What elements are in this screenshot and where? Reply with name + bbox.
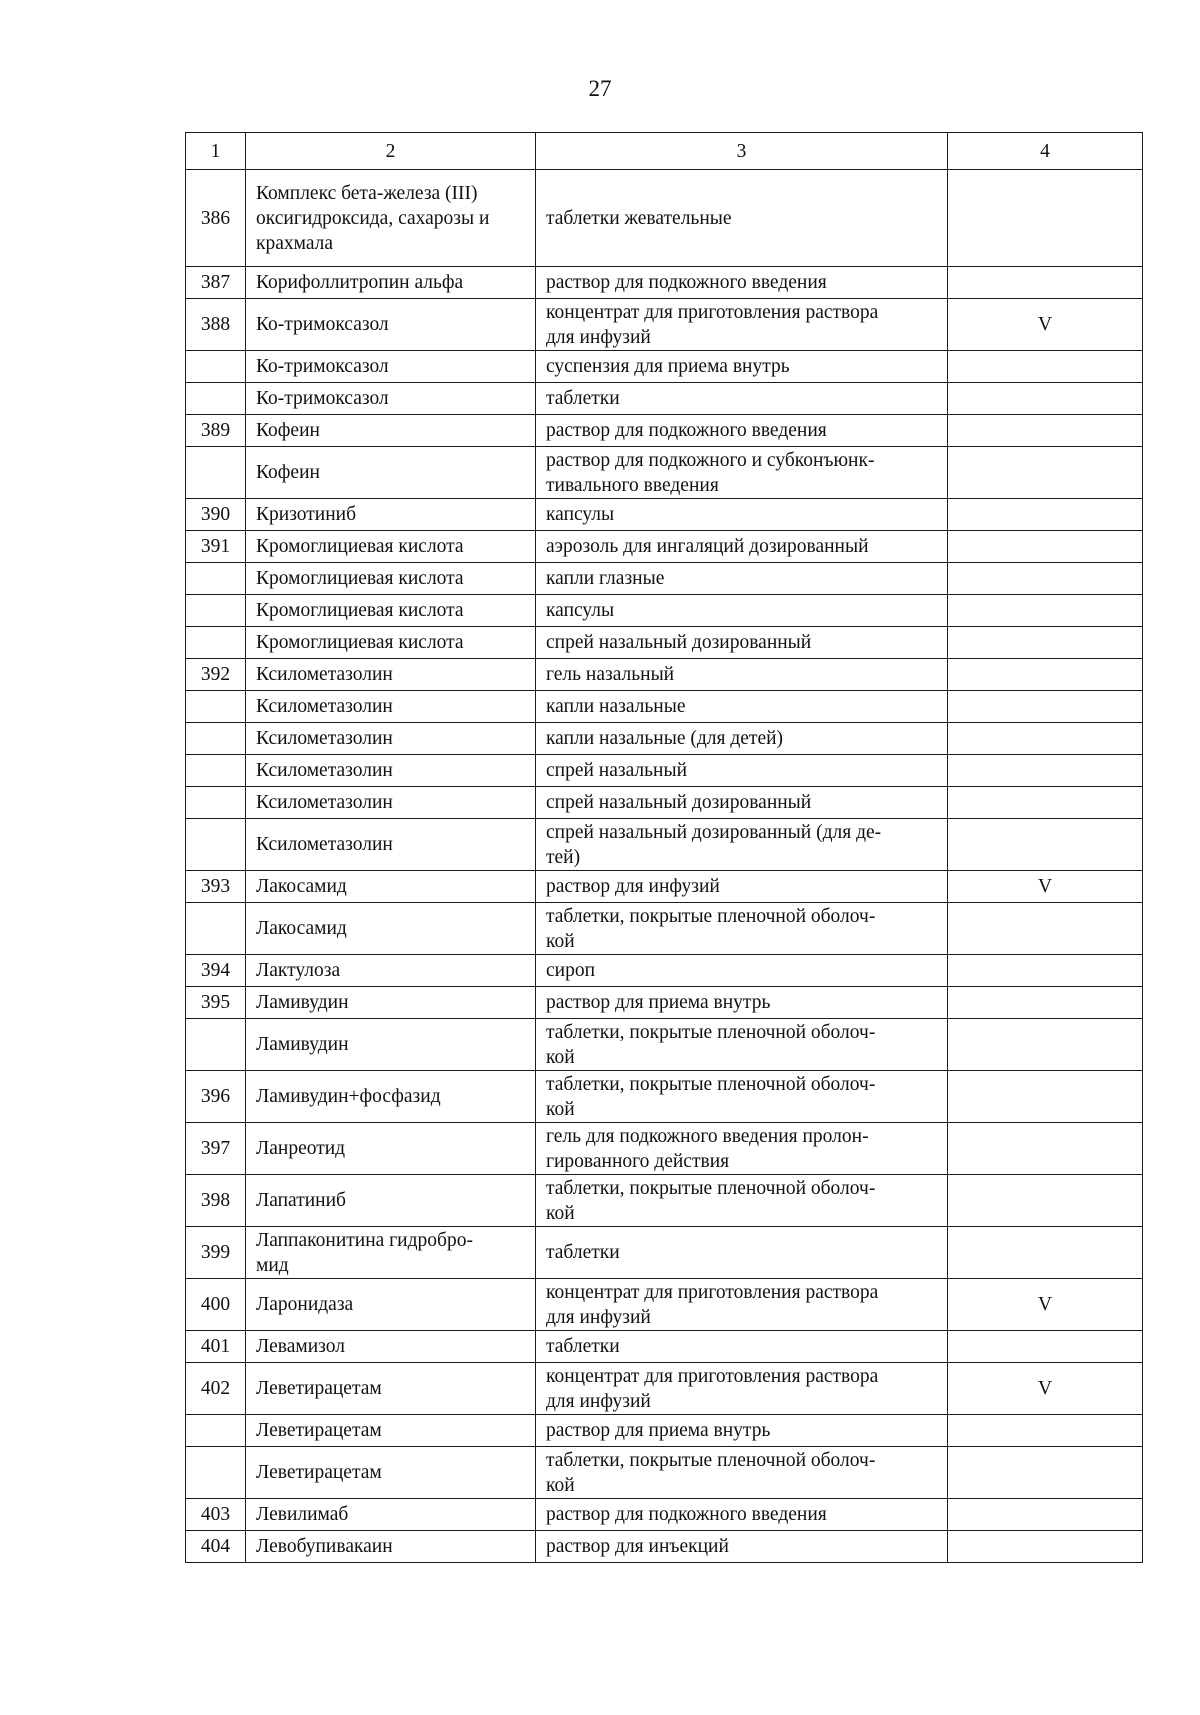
drug-name: Кромоглициевая кислота (246, 563, 536, 595)
column-header-2: 2 (246, 133, 536, 170)
dosage-form: таблетки (536, 1331, 948, 1363)
drug-name: Ланреотид (246, 1123, 536, 1175)
drug-name: Левилимаб (246, 1499, 536, 1531)
mark-cell (948, 1175, 1143, 1227)
table-row (186, 170, 1143, 267)
dosage-form: таблетки, покрытые пленочной оболоч- кой (536, 1071, 948, 1123)
dosage-form: раствор для подкожного и субконъюнк- тивального введения (536, 447, 948, 499)
row-number: 390 (186, 499, 246, 531)
dosage-form: раствор для приема внутрь (536, 1415, 948, 1447)
drug-name: Ламивудин (246, 987, 536, 1019)
table-row (186, 1175, 1143, 1227)
row-number (186, 383, 246, 415)
drug-name: Кризотиниб (246, 499, 536, 531)
mark-cell (948, 1071, 1143, 1123)
mark-cell (948, 499, 1143, 531)
row-number: 398 (186, 1175, 246, 1227)
drug-name: Ксилометазолин (246, 659, 536, 691)
column-header-4: 4 (948, 133, 1143, 170)
column-header-1: 1 (186, 133, 246, 170)
row-number: 404 (186, 1531, 246, 1563)
header-row (186, 133, 1143, 170)
drug-name: Ксилометазолин (246, 691, 536, 723)
table-row (186, 987, 1143, 1019)
drug-name: Ко-тримоксазол (246, 299, 536, 351)
table-row (186, 787, 1143, 819)
row-number: 386 (186, 170, 246, 267)
drug-name: Лакосамид (246, 871, 536, 903)
row-number (186, 627, 246, 659)
mark-cell (948, 1531, 1143, 1563)
mark-cell (948, 819, 1143, 871)
mark-cell (948, 723, 1143, 755)
dosage-form: гель для подкожного введения пролон- гированного действия (536, 1123, 948, 1175)
dosage-form: раствор для инфузий (536, 871, 948, 903)
mark-cell (948, 447, 1143, 499)
drug-name: Корифоллитропин альфа (246, 267, 536, 299)
mark-cell (948, 1447, 1143, 1499)
row-number: 401 (186, 1331, 246, 1363)
table-row (186, 1331, 1143, 1363)
mark-cell (948, 1331, 1143, 1363)
dosage-form: раствор для подкожного введения (536, 415, 948, 447)
drug-name: Ксилометазолин (246, 819, 536, 871)
row-number (186, 819, 246, 871)
dosage-form: капсулы (536, 595, 948, 627)
table-row (186, 383, 1143, 415)
row-number (186, 723, 246, 755)
drug-name: Кромоглициевая кислота (246, 531, 536, 563)
dosage-form: аэрозоль для ингаляций дозированный (536, 531, 948, 563)
table-row (186, 723, 1143, 755)
table-row (186, 531, 1143, 563)
drug-table (185, 132, 1143, 1563)
mark-cell (948, 1499, 1143, 1531)
table-row (186, 755, 1143, 787)
table-row (186, 1071, 1143, 1123)
dosage-form: таблетки, покрытые пленочной оболоч- кой (536, 903, 948, 955)
row-number: 393 (186, 871, 246, 903)
table-row (186, 1531, 1143, 1563)
row-number (186, 787, 246, 819)
dosage-form: капли глазные (536, 563, 948, 595)
row-number (186, 447, 246, 499)
table-body (186, 170, 1143, 1563)
row-number (186, 563, 246, 595)
row-number: 388 (186, 299, 246, 351)
drug-name: Леветирацетам (246, 1363, 536, 1415)
row-number (186, 1415, 246, 1447)
mark-cell (948, 267, 1143, 299)
table-row (186, 1019, 1143, 1071)
row-number: 395 (186, 987, 246, 1019)
mark-cell (948, 1123, 1143, 1175)
dosage-form: капли назальные (536, 691, 948, 723)
row-number (186, 351, 246, 383)
row-number (186, 691, 246, 723)
row-number (186, 755, 246, 787)
row-number: 402 (186, 1363, 246, 1415)
table-row (186, 1227, 1143, 1279)
dosage-form: спрей назальный дозированный (536, 787, 948, 819)
table-row (186, 955, 1143, 987)
mark-cell (948, 903, 1143, 955)
drug-name: Ламивудин (246, 1019, 536, 1071)
mark-cell (948, 351, 1143, 383)
table-row (186, 563, 1143, 595)
mark-cell (948, 1415, 1143, 1447)
mark-cell: V (948, 1279, 1143, 1331)
dosage-form: спрей назальный дозированный (для де- тей) (536, 819, 948, 871)
mark-cell (948, 787, 1143, 819)
mark-cell (948, 595, 1143, 627)
row-number (186, 595, 246, 627)
drug-name: Ксилометазолин (246, 787, 536, 819)
dosage-form: таблетки жевательные (536, 170, 948, 267)
dosage-form: таблетки, покрытые пленочной оболоч- кой (536, 1019, 948, 1071)
row-number: 397 (186, 1123, 246, 1175)
drug-name: Леветирацетам (246, 1447, 536, 1499)
dosage-form: концентрат для приготовления раствора для инфузий (536, 1363, 948, 1415)
table-row (186, 871, 1143, 903)
dosage-form: таблетки, покрытые пленочной оболоч- кой (536, 1175, 948, 1227)
mark-cell (948, 627, 1143, 659)
page-number: 27 (588, 76, 612, 101)
row-number (186, 1447, 246, 1499)
table-row (186, 1363, 1143, 1415)
drug-name: Лапатиниб (246, 1175, 536, 1227)
table-row (186, 1279, 1143, 1331)
drug-name: Кофеин (246, 415, 536, 447)
mark-cell (948, 659, 1143, 691)
dosage-form: раствор для приема внутрь (536, 987, 948, 1019)
dosage-form: гель назальный (536, 659, 948, 691)
dosage-form: раствор для подкожного введения (536, 267, 948, 299)
row-number: 396 (186, 1071, 246, 1123)
table-row (186, 903, 1143, 955)
mark-cell (948, 170, 1143, 267)
table-row (186, 415, 1143, 447)
column-header-3: 3 (536, 133, 948, 170)
table-row (186, 447, 1143, 499)
drug-name: Ко-тримоксазол (246, 351, 536, 383)
table-row (186, 1499, 1143, 1531)
mark-cell (948, 415, 1143, 447)
table-row (186, 267, 1143, 299)
dosage-form: таблетки (536, 383, 948, 415)
row-number: 389 (186, 415, 246, 447)
dosage-form: концентрат для приготовления раствора для инфузий (536, 1279, 948, 1331)
mark-cell: V (948, 871, 1143, 903)
mark-cell (948, 987, 1143, 1019)
dosage-form: капли назальные (для детей) (536, 723, 948, 755)
drug-name: Ксилометазолин (246, 755, 536, 787)
mark-cell (948, 755, 1143, 787)
dosage-form: капсулы (536, 499, 948, 531)
table-row (186, 299, 1143, 351)
mark-cell (948, 531, 1143, 563)
table-row (186, 1447, 1143, 1499)
table-row (186, 659, 1143, 691)
table-row (186, 819, 1143, 871)
drug-name: Ко-тримоксазол (246, 383, 536, 415)
row-number: 387 (186, 267, 246, 299)
drug-name: Лактулоза (246, 955, 536, 987)
row-number (186, 903, 246, 955)
dosage-form: концентрат для приготовления раствора для инфузий (536, 299, 948, 351)
drug-name: Леветирацетам (246, 1415, 536, 1447)
mark-cell: V (948, 299, 1143, 351)
dosage-form: раствор для подкожного введения (536, 1499, 948, 1531)
drug-name: Комплекс бета-железа (III) оксигидроксида, сахарозы и крахмала (246, 170, 536, 267)
table-row (186, 351, 1143, 383)
drug-name: Ламивудин+фосфазид (246, 1071, 536, 1123)
table-row (186, 1415, 1143, 1447)
table-row (186, 499, 1143, 531)
table-row (186, 595, 1143, 627)
row-number: 391 (186, 531, 246, 563)
mark-cell (948, 563, 1143, 595)
mark-cell (948, 955, 1143, 987)
mark-cell (948, 691, 1143, 723)
dosage-form: суспензия для приема внутрь (536, 351, 948, 383)
dosage-form: спрей назальный дозированный (536, 627, 948, 659)
row-number: 403 (186, 1499, 246, 1531)
drug-name: Кромоглициевая кислота (246, 627, 536, 659)
dosage-form: сироп (536, 955, 948, 987)
row-number (186, 1019, 246, 1071)
table-row (186, 691, 1143, 723)
mark-cell: V (948, 1363, 1143, 1415)
mark-cell (948, 1227, 1143, 1279)
table-row (186, 1123, 1143, 1175)
mark-cell (948, 383, 1143, 415)
row-number: 400 (186, 1279, 246, 1331)
row-number: 399 (186, 1227, 246, 1279)
mark-cell (948, 1019, 1143, 1071)
drug-name: Ларонидаза (246, 1279, 536, 1331)
dosage-form: таблетки, покрытые пленочной оболоч- кой (536, 1447, 948, 1499)
drug-name: Ксилометазолин (246, 723, 536, 755)
dosage-form: спрей назальный (536, 755, 948, 787)
drug-name: Кромоглициевая кислота (246, 595, 536, 627)
row-number: 392 (186, 659, 246, 691)
drug-name: Левобупивакаин (246, 1531, 536, 1563)
row-number: 394 (186, 955, 246, 987)
table-row (186, 627, 1143, 659)
dosage-form: таблетки (536, 1227, 948, 1279)
dosage-form: раствор для инъекций (536, 1531, 948, 1563)
drug-name: Кофеин (246, 447, 536, 499)
drug-name: Лаппаконитина гидробро- мид (246, 1227, 536, 1279)
drug-name: Лакосамид (246, 903, 536, 955)
drug-name: Левамизол (246, 1331, 536, 1363)
